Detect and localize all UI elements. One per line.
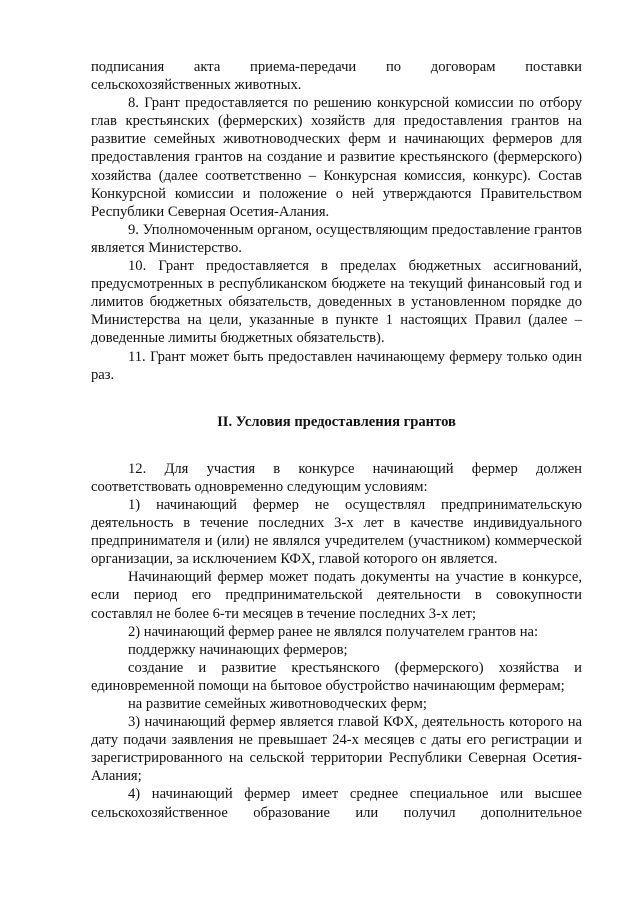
condition-2: 2) начинающий фермер ранее не являлся получателем грантов на:	[128, 623, 539, 640]
condition-3: 3) начинающий фермер является главой КФХ, деятельность которого на дату подачи заявления не превышает 24-х месяцев с даты его регистрации и зарегистрированного на сельской территории Республики Северная Осетия-Алания;	[91, 714, 582, 785]
paragraph-8: 8. Грант предоставляется по решению конкурсной комиссии по отбору глав крестьянских (фермерских) хозяйств для предоставления грантов на развитие семейных животноводческих ферм и начинающих фермеров для предоставления грантов на создание и развитие крестьянского (фермерского) хозяйства (далее соответственно – Конкурсная комиссия, конкурс). Состав Конкурсной комиссии и положение о ней утверждаются Правительством Республики Северная Осетия-Алания.	[91, 95, 582, 220]
condition-2-item-a: поддержку начинающих фермеров;	[128, 641, 348, 658]
section-heading: II. Условия предоставления грантов	[217, 413, 456, 430]
condition-2-item-b: создание и развитие крестьянского (фермерского) хозяйства и единовременной помощи на бытовое обустройство начинающим фермерам;	[91, 659, 582, 694]
condition-1: 1) начинающий фермер не осуществлял предпринимательскую деятельность в течение последних 3-х лет в качестве индивидуального предпринимателя и (или) не являлся учредителем (участником) коммерческой организации, за исключением КФХ, главой которого он является.	[91, 496, 582, 568]
paragraph-10: 10. Грант предоставляется в пределах бюджетных ассигнований, предусмотренных в республиканском бюджете на текущий финансовый год и лимитов бюджетных обязательств, доведенных в установленном порядке до Министерства на цели, указанные в пункте 1 настоящих Правил (далее – доведенные лимиты бюджетных обязательств).	[91, 258, 582, 347]
condition-1-note: Начинающий фермер может подать документы на участие в конкурсе, если период его предпринимательской деятельности в совокупности составлял не более 6-ти месяцев в течение последних 3-х лет;	[91, 569, 582, 622]
paragraph-9: 9. Уполномоченным органом, осуществляющим предоставление грантов является Министерство.	[91, 221, 582, 256]
condition-4: 4) начинающий фермер имеет среднее специальное или высшее сельскохозяйственное образование или получил дополнительное	[91, 786, 582, 821]
paragraph-12: 12. Для участия в конкурсе начинающий фермер должен соответствовать одновременно следующим условиям:	[91, 460, 582, 495]
paragraph-continuation: подписания акта приема-передачи по договорам поставки сельскохозяйственных животных.	[91, 59, 582, 94]
condition-2-item-c: на развитие семейных животноводческих ферм;	[128, 696, 427, 712]
document-page	[91, 58, 582, 822]
paragraph-11: 11. Грант может быть предоставлен начинающему фермеру только один раз.	[91, 348, 582, 383]
